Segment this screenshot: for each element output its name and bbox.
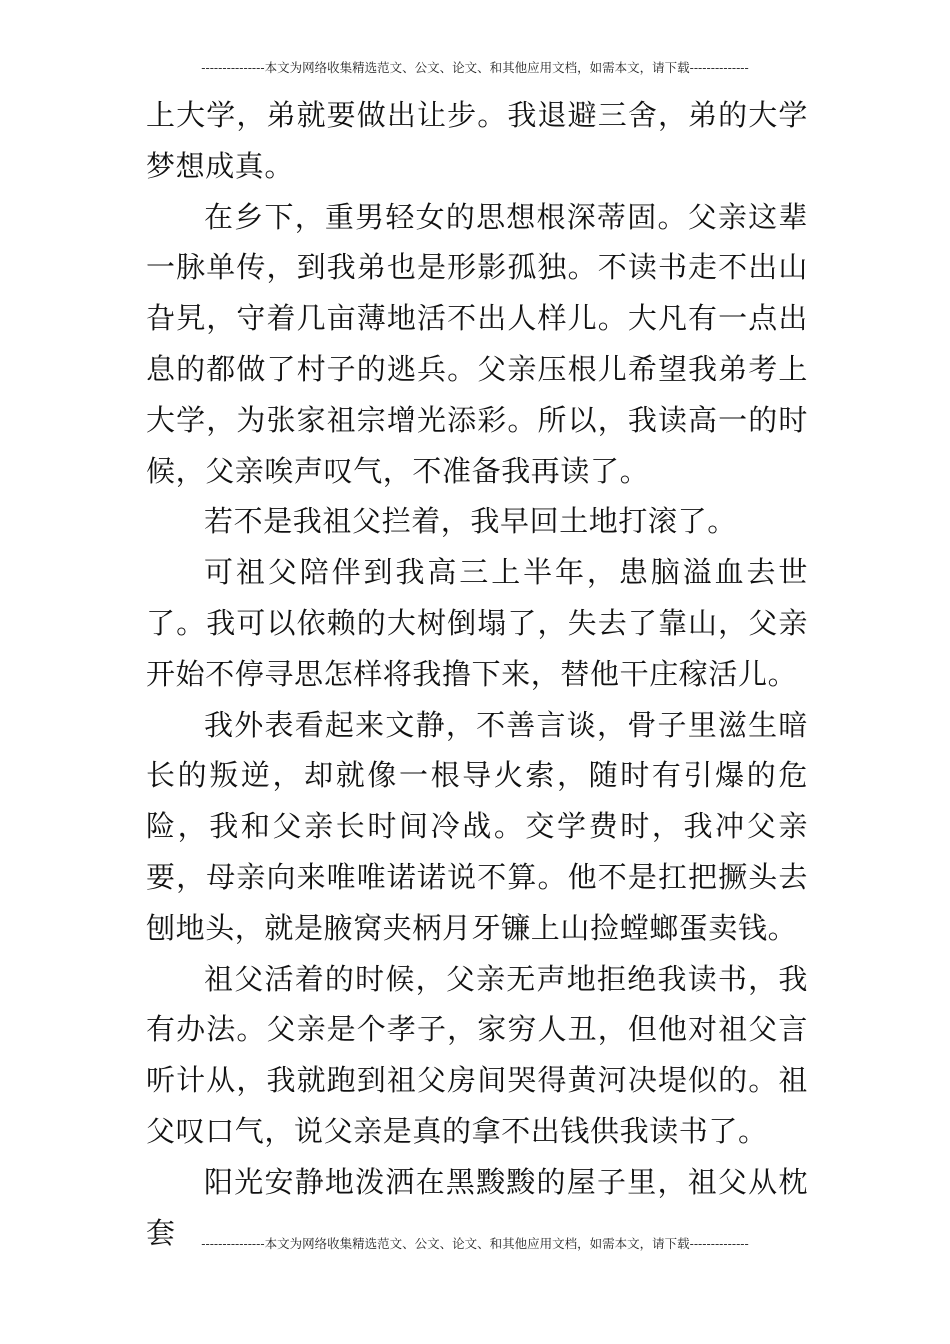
article-body bbox=[146, 90, 808, 1258]
paragraph: 阳光安静地泼洒在黑黢黢的屋子里，祖父从枕套 bbox=[146, 1164, 808, 1250]
paragraph: 若不是我祖父拦着，我早回土地打滚了。 bbox=[204, 504, 737, 539]
paragraph: 在乡下，重男轻女的思想根深蒂固。父亲这辈一脉单传，到我弟也是形影孤独。不读书走不出山旮旯，守着几亩薄地活不出人样儿。大凡有一点出息的都做了村子的逃兵。父亲压根儿希望我弟考上大学，为张家祖宗增光添彩。所以，我读高一的时候，父亲唉声叹气，不准备我再读了。 bbox=[146, 199, 808, 488]
paragraph-continuation: 上大学，弟就要做出让步。我退避三舍，弟的大学梦想成真。 bbox=[146, 98, 808, 183]
header-banner: ---------------本文为网络收集精选范文、公文、论文、和其他应用文档，如需本文，请下载-------------- bbox=[201, 60, 749, 75]
paragraph: 可祖父陪伴到我高三上半年，患脑溢血去世了。我可以依赖的大树倒塌了，失去了靠山，父亲开始不停寻思怎样将我撸下来，替他干庄稼活儿。 bbox=[146, 555, 808, 691]
paragraph: 祖父活着的时候，父亲无声地拒绝我读书，我有办法。父亲是个孝子，家穷人丑，但他对祖父言听计从，我就跑到祖父房间哭得黄河决堤似的。祖父叹口气，说父亲是真的拿不出钱供我读书了。 bbox=[146, 961, 808, 1148]
footer-banner: ---------------本文为网络收集精选范文、公文、论文、和其他应用文档，如需本文，请下载-------------- bbox=[201, 1236, 749, 1251]
paragraph: 我外表看起来文静，不善言谈，骨子里滋生暗长的叛逆，却就像一根导火索，随时有引爆的危险，我和父亲长时间冷战。交学费时，我冲父亲要，母亲向来唯唯诺诺说不算。他不是扛把撅头去刨地头，就是腋窝夹柄月牙镰上山捡螳螂蛋卖钱。 bbox=[146, 707, 808, 945]
